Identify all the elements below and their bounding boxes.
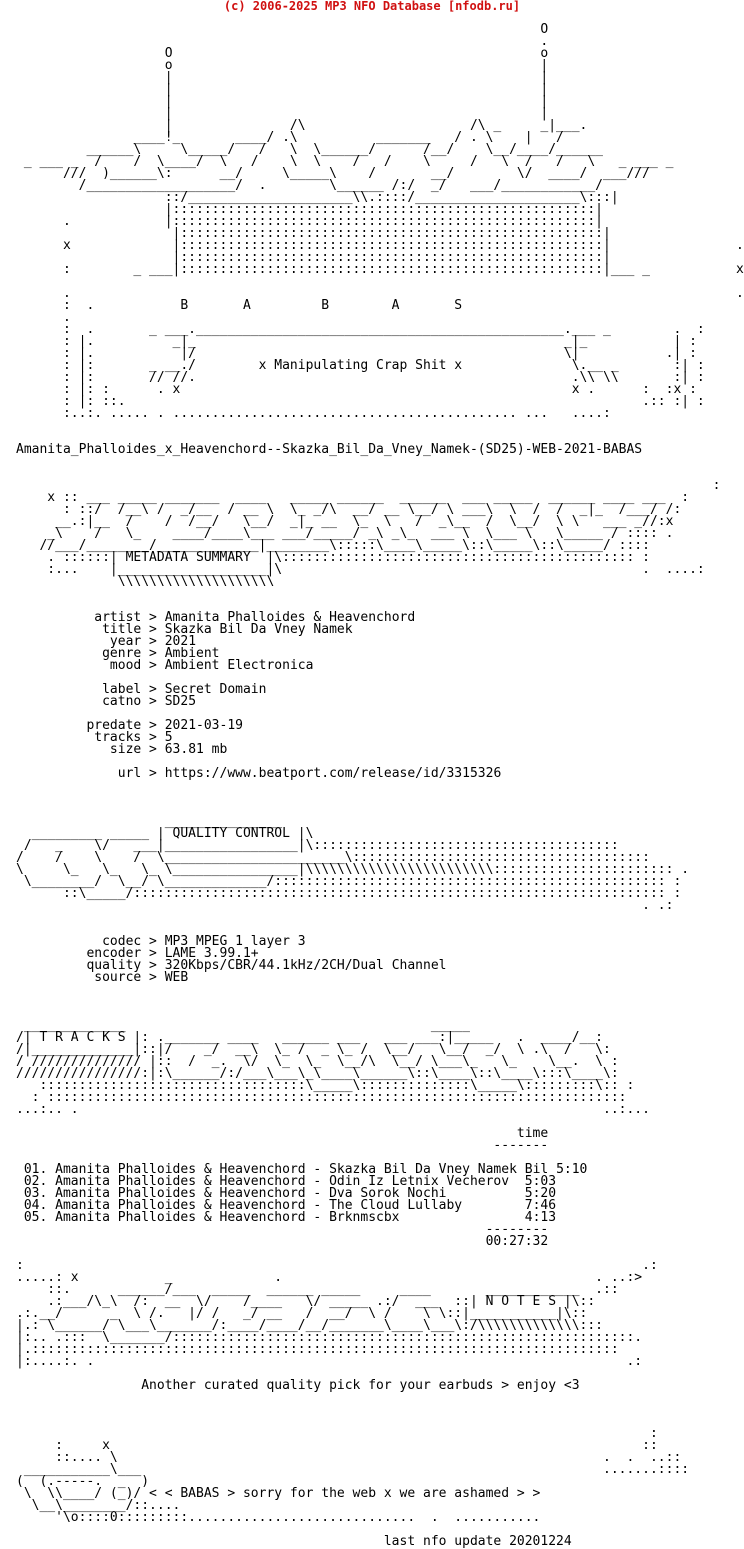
field-separator: > (141, 634, 165, 649)
ascii-art-line: : |. |/ \| .| : (16, 346, 697, 361)
ascii-art-line: ::/_____________________\\.::::/_____________________\:::| (16, 190, 619, 205)
ascii-art-line: .:___/\_\ /: __ \/ /____ \/ _____ .:/ ___ ::| N O T E S |\:: (16, 1294, 596, 1309)
ascii-art-line: : |: _ __./ x Manipulating Crap Shit x \.__ _ :| : (16, 358, 705, 373)
ascii-art-line: o | (16, 58, 549, 73)
field-value: Ambient Electronica (164, 658, 314, 673)
track-time: 5:10 (556, 1162, 588, 1177)
ascii-art-line: . (16, 34, 549, 49)
track-title: Amanita Phalloides & Heavenchord - Skazka Bil Da Vney Namek Bil (55, 1162, 549, 1177)
track-number: 04. (16, 1198, 56, 1213)
field-value: 5 (164, 730, 173, 745)
ascii-art-line: : :::::::::::::::::::::::::::::::::::::::::::::::::::::::::::::::::::::::::: (16, 1090, 627, 1105)
field-separator: > (141, 646, 165, 661)
ascii-art-line: : (16, 478, 721, 493)
track-title: Amanita Phalloides & Heavenchord - Dva Sorok Nochi (55, 1186, 447, 1201)
release-name: Amanita_Phalloides_x_Heavenchord--Skazka_Bil_Da_Vney_Namek-(SD25)-WEB-2021-BABAS (16, 442, 643, 457)
ascii-art-line: ////////////////:|:\______/:/___\___\_\____\______\::\____\::\____\:::\____\: (16, 1066, 619, 1081)
metadata-row (16, 744, 744, 756)
art-metadata-banner (16, 480, 744, 588)
field-separator: > (141, 970, 165, 985)
ascii-art-line: / ////////////// |:: / _. \/ \_ \_ \__/\ \__/ \___\_ \_ \__. \ : (16, 1054, 619, 1069)
ascii-art-line: .....: x _ . . ..:> (16, 1270, 643, 1285)
ascii-art-line: |::::::::::::::::::::::::::::::::::::::::::::::::::::::| (16, 226, 611, 241)
ascii-art-line: _______________ (16, 814, 283, 829)
ascii-art-line: x |::::::::::::::::::::::::::::::::::::::::::::::::::::::| . (16, 238, 744, 253)
ascii-art-line: /// )______\: __/ \_____\ / __/ \/ ____/ ___/// (16, 166, 650, 181)
track-title: Amanita Phalloides & Heavenchord - Odin Iz Letnix Vecherov (55, 1174, 510, 1189)
field-value: LAME 3.99.1+ (164, 946, 259, 961)
nfo-document (16, 12, 744, 1548)
field-value: 2021 (164, 634, 197, 649)
ascii-art-line: : .: (16, 1258, 658, 1273)
ascii-art-line: ::. ______/___ _____ ______ _____ ____ ____________ .:: (16, 1282, 619, 1297)
field-value: Amanita Phalloides & Heavenchord (164, 610, 416, 625)
ascii-art-line: : ::/ /__\ / _/__ / __ \ \_ _/\ __/ __ \__/ \ ___\ \ / / _|_ /___/ /: (16, 502, 682, 517)
ascii-art-line: /___________________/ . \______ /:/ _/ ___/____________/ (16, 178, 603, 193)
ascii-art-line: x :: ___ _____ _______ ____ _____ ______ ______ ___ _____ ______ ____ ___ : (16, 490, 690, 505)
metadata-row (16, 768, 744, 780)
ascii-art-line: . ::::::| METADATA SUMMARY |\::::::::::::::::::::::::::::::::::::::::::::: : (16, 550, 650, 565)
tracks-time-rule: ------- (16, 1138, 549, 1153)
field-label: quality (16, 958, 142, 973)
field-label: url (16, 766, 142, 781)
field-separator: > (141, 946, 165, 961)
field-label: catno (16, 694, 142, 709)
ascii-art-line: \ \_ \_ \_ \________________|\\\\\\\\\\\\\\\\\\\\\\\\::::::::::::::::::::::: . (16, 862, 690, 877)
track-number: 05. (16, 1210, 56, 1225)
ascii-art-line: :... |___________________|\ . ....: (16, 562, 705, 577)
field-separator: > (141, 742, 165, 757)
field-value: 320Kbps/CBR/44.1kHz/2CH/Dual Channel (164, 958, 447, 973)
metadata-row (16, 660, 744, 672)
ascii-art-line: |.: \______/ \___\_______/:____/____/__/_______\____\___\:/\\\\\\\\\\\\\::: (16, 1318, 603, 1333)
field-label: artist (16, 610, 142, 625)
field-value: https://www.beatport.com/release/id/3315326 (164, 766, 502, 781)
field-label: genre (16, 646, 142, 661)
ascii-art-line: : |: // //. .\\ \\ :| : (16, 370, 705, 385)
ascii-art-line: : |: ::. .:: :| : (16, 394, 705, 409)
field-value: Skazka Bil Da Vney Namek (164, 622, 353, 637)
field-label: tracks (16, 730, 142, 745)
ascii-art-line: ::.... \ . . ..:: (16, 1450, 682, 1465)
ascii-art-line: ...:.. . ..:... (16, 1102, 650, 1117)
ascii-art-line: ::\_____/:::::::::::::::::::::::::::::::::::::::::::::::::::::::::::::::::::: : (16, 886, 682, 901)
field-label: year (16, 634, 142, 649)
ascii-art-line: _________ _____ | QUALITY CONTROL |\ (16, 826, 314, 841)
ascii-art-line: |:.. .::: \_______/:::::::::::::::::::::::::::::::::::::::::::::::::::::::::::. (16, 1330, 643, 1345)
track-list (16, 1164, 744, 1224)
track-title: Amanita Phalloides & Heavenchord - Brknmscbx (55, 1210, 400, 1225)
ascii-art-line: '\o::::0:::::::::............................. . ........... (16, 1510, 541, 1525)
ascii-art-line: \ \\____/ (_)/ < < BABAS > sorry for the web x we are ashamed > > (16, 1486, 541, 1501)
ascii-art-line: ____!_ ____/ .\ _______ / . \ | / (16, 130, 564, 145)
field-separator: > (141, 730, 165, 745)
tracks-time-header: time (16, 1126, 549, 1141)
ascii-art-line: | | (16, 106, 549, 121)
quality-list (16, 936, 744, 984)
total-rule: -------- (16, 1222, 549, 1237)
ascii-art-line: : (16, 1426, 658, 1441)
ascii-art-line: : |. _|_ _|_ | : (16, 334, 697, 349)
notes-text: Another curated quality pick for your earbuds > enjoy <3 (16, 1378, 580, 1393)
site-header: (c) 2006-2025 MP3 NFO Database [nfodb.ru] (223, 0, 521, 13)
quality-row (16, 972, 744, 984)
art-tracks-banner (16, 1020, 744, 1116)
field-separator: > (141, 622, 165, 637)
ascii-art-line: /| T R A C K S |: ._______ ____ ______ ___ ___ ___:|_____ . ____/__: (16, 1030, 603, 1045)
ascii-art-line: : |: : . x x . : :x : (16, 382, 697, 397)
art-quality-banner (16, 816, 744, 912)
track-number: 02. (16, 1174, 56, 1189)
track-number: 01. (16, 1162, 56, 1177)
ascii-art-line: | /\ /\ _ _|___. (16, 118, 588, 133)
field-separator: > (141, 718, 165, 733)
ascii-art-line: . .: (16, 898, 674, 913)
ascii-art-line: |::::::::::::::::::::::::::::::::::::::::::::::::::::::| (16, 202, 603, 217)
metadata-list (16, 612, 744, 780)
field-value: 63.81 mb (164, 742, 228, 757)
track-time: 5:03 (524, 1174, 557, 1189)
field-label: title (16, 622, 142, 637)
art-footer (16, 1428, 744, 1524)
track-time: 5:20 (524, 1186, 557, 1201)
ascii-art-line: .:.__/ _ \ /. |/ / _/ __ / __/ \ / \ \::|___________|\:: (16, 1306, 588, 1321)
ascii-art-line: | | (16, 82, 549, 97)
ascii-art-line: |.::::::::::::::::::::::::::::::::::::::::::::::::::::::::::::::::::::::::::: (16, 1342, 619, 1357)
ascii-art-line: ::::::::::::::::::::::::::::::::::\_____\::::::::::::::\_____\:::::::::\:: : (16, 1078, 635, 1093)
field-separator: > (141, 934, 165, 949)
ascii-art-line: _____________ _____ (16, 1018, 470, 1033)
ascii-art-line: /|_____________|::|/ _/ __\ \_ / _ \_ / \__/ \__/ _/ \ .\ / \: (16, 1042, 611, 1057)
field-value: SD25 (164, 694, 197, 709)
track-time: 4:13 (524, 1210, 557, 1225)
track-number: 03. (16, 1186, 56, 1201)
art-notes-banner (16, 1260, 744, 1368)
field-label: predate (16, 718, 142, 733)
ascii-art-line: / / \ / \_______________________\:::::::::::::::::::::::::::::::::::::: (16, 850, 650, 865)
field-label: label (16, 682, 142, 697)
field-separator: > (141, 958, 165, 973)
ascii-art-line: __.:|__ / / /__/ \__/ _|_ __ \_ \ / _\__ / \__/ \ \ ___ _//:x (16, 514, 674, 529)
field-separator: > (141, 682, 165, 697)
field-value: Ambient (164, 646, 220, 661)
ascii-art-line: : . _ ___._______________________________________________.___ _ . : (16, 322, 705, 337)
track-time: 7:46 (524, 1198, 557, 1213)
total-time: 00:27:32 (16, 1234, 549, 1249)
field-label: encoder (16, 946, 142, 961)
ascii-art-line: : _ ___|::::::::::::::::::::::::::::::::::::::::::::::::::::::|___ _ x (16, 262, 744, 277)
ascii-art-line: |:....:. . .: (16, 1354, 643, 1369)
field-separator: > (141, 766, 165, 781)
ascii-art-line: //___/________/_____________|________\:::::\____\_____\::\_____\::\_____/ :::: (16, 538, 650, 553)
ascii-art-line: \__\________/::.... (16, 1498, 181, 1513)
ascii-art-line: | | (16, 70, 549, 85)
field-label: mood (16, 658, 142, 673)
ascii-art-line: ___________\___ .......:::: (16, 1462, 690, 1477)
field-label: size (16, 742, 142, 757)
field-separator: > (141, 694, 165, 709)
field-value: Secret Domain (164, 682, 267, 697)
ascii-art-line: \\\\\\\\\\\\\\\\\\\\ (16, 574, 275, 589)
ascii-art-line: :..:. ..... . ............................................ ... ....: (16, 406, 611, 421)
ascii-art-line: ______\ \_____/ / \ \______/ /__/ \__/____/______ (16, 142, 603, 157)
ascii-art-line: : . B A B A S (16, 298, 463, 313)
art-logo-top (16, 24, 744, 420)
ascii-art-line: O (16, 22, 549, 37)
field-value: WEB (164, 970, 189, 985)
ascii-art-line: O o (16, 46, 549, 61)
field-value: MP3 MPEG 1 layer 3 (164, 934, 306, 949)
ascii-art-line: \________/ \__/ \_____________/:::::::::::::::::::::::::::::::::::::::::::::::::: : (16, 874, 682, 889)
field-label: source (16, 970, 142, 985)
ascii-art-line: |::::::::::::::::::::::::::::::::::::::::::::::::::::::| (16, 250, 611, 265)
ascii-art-line: . (16, 310, 71, 325)
ascii-art-line: _\ / \_ ____/____\___ ___/_____/ _\ _\_ ___ \ \___ \ \_____ / :::: . (16, 526, 674, 541)
track-title: Amanita Phalloides & Heavenchord - The Cloud Lullaby (55, 1198, 463, 1213)
ascii-art-line: / _ \/ ___|_________________|\::::::::::::::::::::::::::::::::::::::: (16, 838, 619, 853)
field-value: 2021-03-19 (164, 718, 243, 733)
ascii-art-line: ( (.-----. _ ) (16, 1474, 150, 1489)
ascii-art-line: | | (16, 94, 549, 109)
ascii-art-line: _ ___ _ / / \____/ \ / \ \ / / \ / \ / / \ _ ___ _ (16, 154, 674, 169)
ascii-art-line: . . (16, 286, 744, 301)
field-separator: > (141, 610, 165, 625)
metadata-row (16, 696, 744, 708)
ascii-art-line: : x :: (16, 1438, 658, 1453)
field-label: codec (16, 934, 142, 949)
ascii-art-line: . |::::::::::::::::::::::::::::::::::::::::::::::::::::::| (16, 214, 603, 229)
field-separator: > (141, 658, 165, 673)
last-update: last nfo update 20201224 (16, 1534, 572, 1549)
